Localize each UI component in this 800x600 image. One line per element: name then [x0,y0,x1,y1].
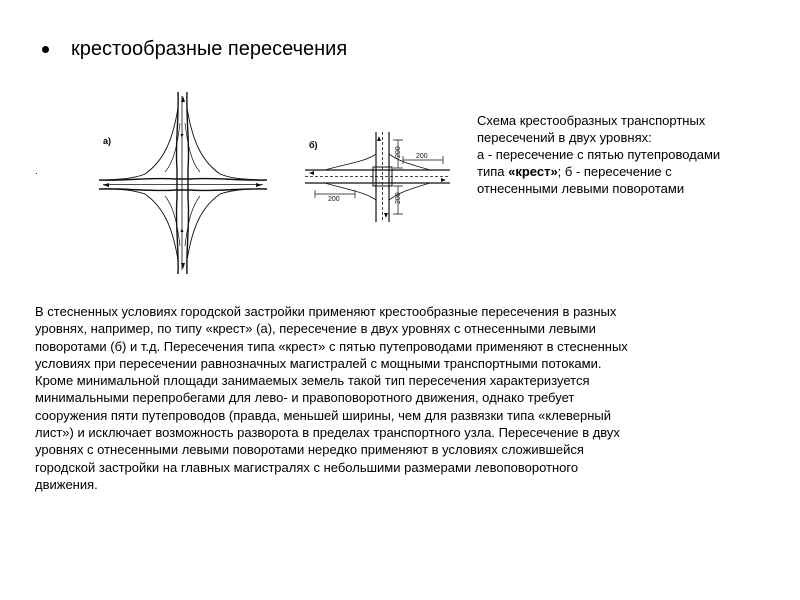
caption-text: ; б - пересечение с [557,164,672,179]
caption-line: отнесенными левыми поворотами [477,181,685,196]
body-line: условиях при пересечении равнозначных магистралей с мощными транспортными потоками. [35,355,602,371]
body-line: лист») и исключает возможность разворота в пределах транспортного узла. Пересечение в двух [35,425,620,441]
caption-line: пересечений в двух уровнях: [477,130,652,145]
caption-text: типа [477,164,509,179]
bullet-dot [42,46,49,53]
body-line: Кроме минимальной площади занимаемых земель такой тип пересечения характеризуется [35,373,590,389]
caption-bold-term: «крест» [508,164,558,179]
bullet-item [42,38,347,61]
dim-label-left: 200 [328,196,340,203]
body-line: поворотами (б) и т.д. Пересечения типа «крест» с пятью путепроводами применяют в стесненных [35,338,628,354]
body-line: городской застройки на главных магистралях с небольшими размерами левоповоротного [35,459,579,475]
dim-label-bottom: 200 [395,192,402,204]
body-line: движения. [35,476,98,492]
figure-b-separated-left-turns [305,132,450,222]
dim-label-right: 200 [416,153,428,160]
body-paragraph [35,303,765,493]
body-line: В стесненных условиях городской застройки применяют крестообразные пересечения в разных [35,304,617,319]
body-line: сооружения пяти путепроводов (правда, меньшей ширины, чем для развязки типа «клеверный [35,407,612,423]
figure-caption [477,112,782,197]
caption-line [477,163,782,180]
body-line: уровнях с отнесенными левыми поворотами нередко применяют в условиях сложившейся [35,442,584,458]
body-line: минимальными перепробегами для лево- и правоповоротного движения, однако требует [35,390,575,406]
body-line: уровнях, например, по типу «крест» (а), пересечение в двух уровнях с отнесенными левыми [35,321,596,337]
caption-line: Схема крестообразных транспортных [477,113,706,128]
figure-a-label: а) [103,136,112,146]
bullet-text: крестообразные пересечения [71,38,348,60]
figure-a-cross-interchange [95,88,270,276]
caption-line: а - пересечение с пятью путепроводами [477,147,721,162]
figure-b-label: б) [309,140,318,150]
small-mark: . [35,166,38,177]
dim-label-top: 200 [395,146,402,158]
